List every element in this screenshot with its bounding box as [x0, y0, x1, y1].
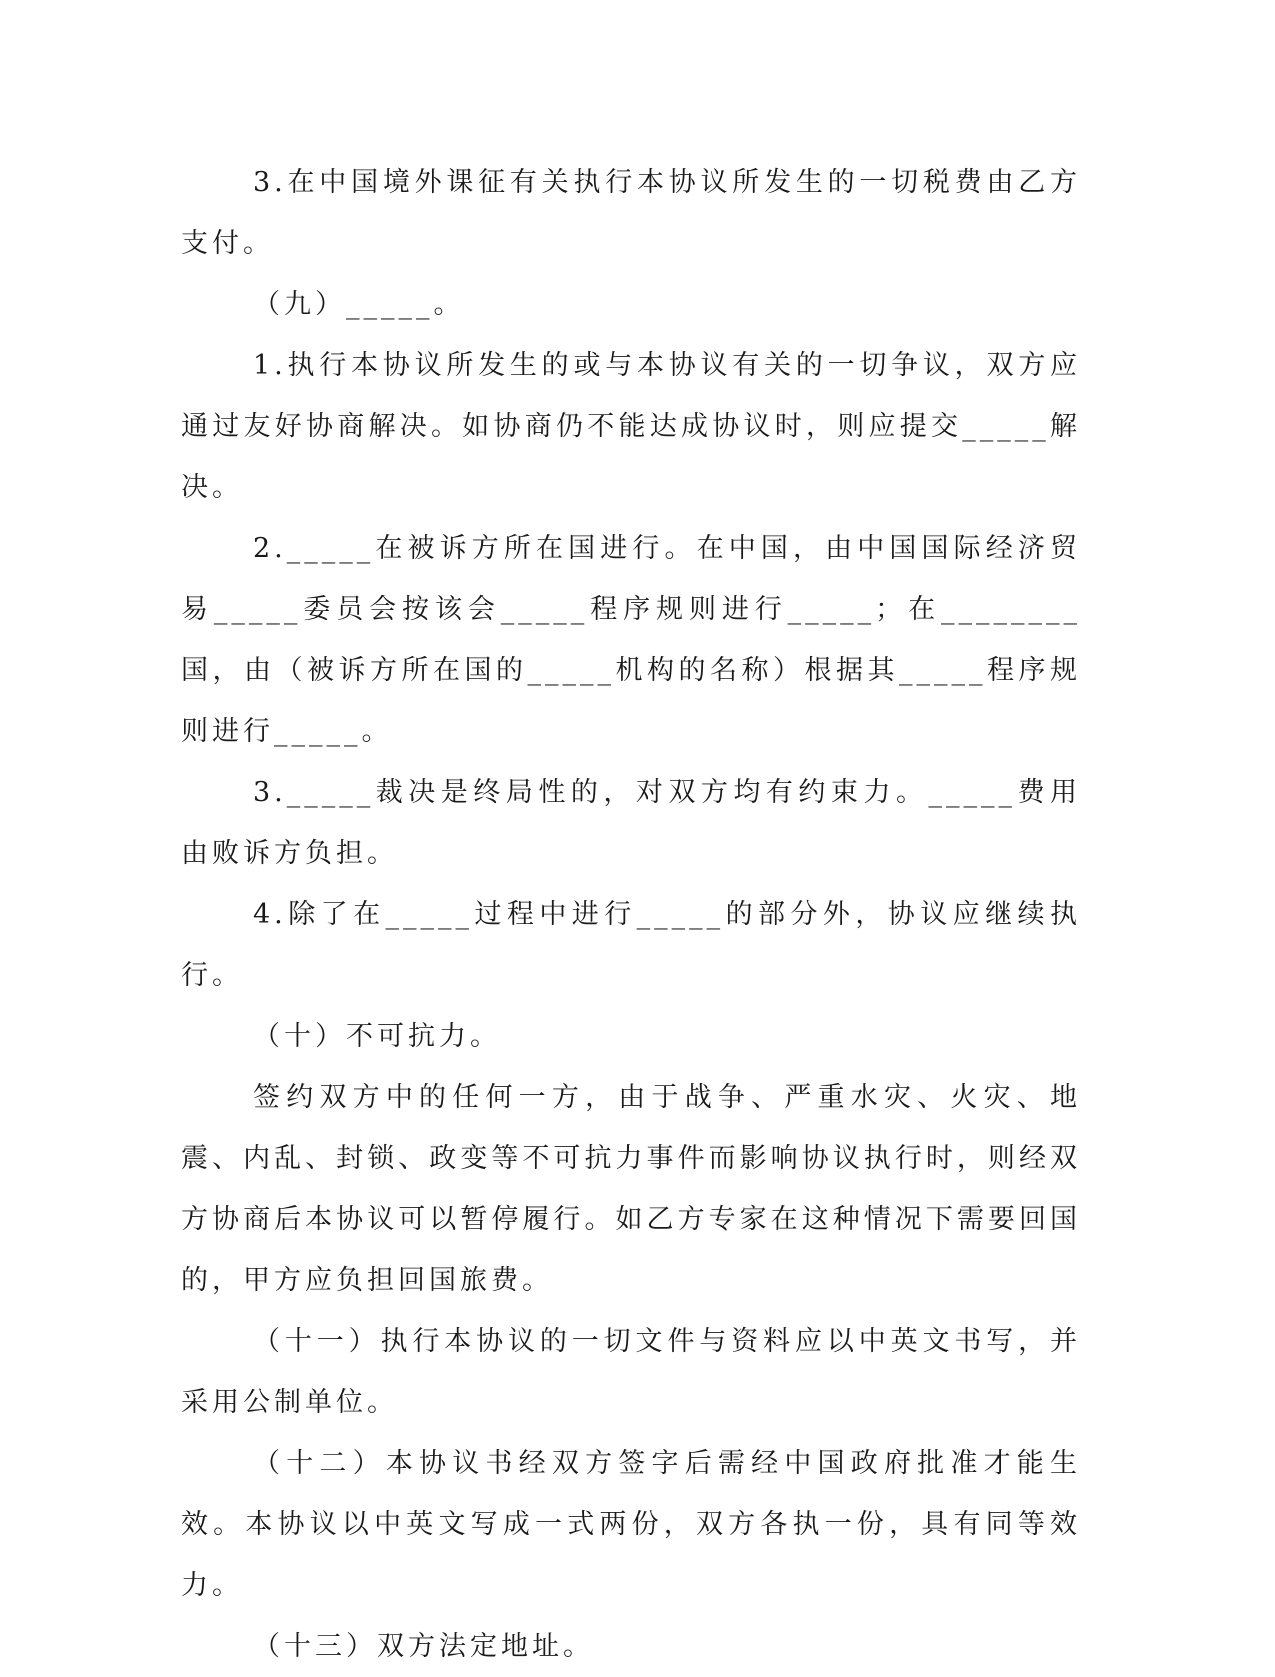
document-page — [181, 152, 1081, 1677]
paragraph-dispute-1: 1.执行本协议所发生的或与本协议有关的一切争议，双方应通过友好协商解决。如协商仍不能达成协议时，则应提交_____解决。 — [181, 350, 1081, 503]
heading-section-10: （十）不可抗力。 — [253, 1021, 501, 1052]
paragraph-dispute-4: 4.除了在_____过程中进行_____的部分外，协议应继续执行。 — [181, 899, 1081, 991]
paragraph-section-12: （十二）本协议书经双方签字后需经中国政府批准才能生效。本协议以中英文写成一式两份，双方各执一份，具有同等效力。 — [181, 1448, 1081, 1601]
paragraph-force-majeure: 签约双方中的任何一方，由于战争、严重水灾、火灾、地震、内乱、封锁、政变等不可抗力事件而影响协议执行时，则经双方协商后本协议可以暂停履行。如乙方专家在这种情况下需要回国的，甲方应负担回国旅费。 — [181, 1082, 1081, 1296]
heading-section-9: （九）_____。 — [253, 289, 465, 320]
paragraph-dispute-2: 2._____在被诉方所在国进行。在中国，由中国国际经济贸易_____委员会按该会_____程序规则进行_____；在________国，由（被诉方所在国的_____机构的名称）根据其_____程序规则进行_____。 — [181, 533, 1081, 747]
paragraph-section-11: （十一）执行本协议的一切文件与资料应以中英文书写，并采用公制单位。 — [181, 1326, 1081, 1418]
heading-section-13: （十三）双方法定地址。 — [253, 1631, 594, 1662]
paragraph-tax-clause: 3.在中国境外课征有关执行本协议所发生的一切税费由乙方支付。 — [181, 167, 1081, 259]
paragraph-dispute-3: 3._____裁决是终局性的，对双方均有约束力。_____费用由败诉方负担。 — [181, 777, 1081, 869]
